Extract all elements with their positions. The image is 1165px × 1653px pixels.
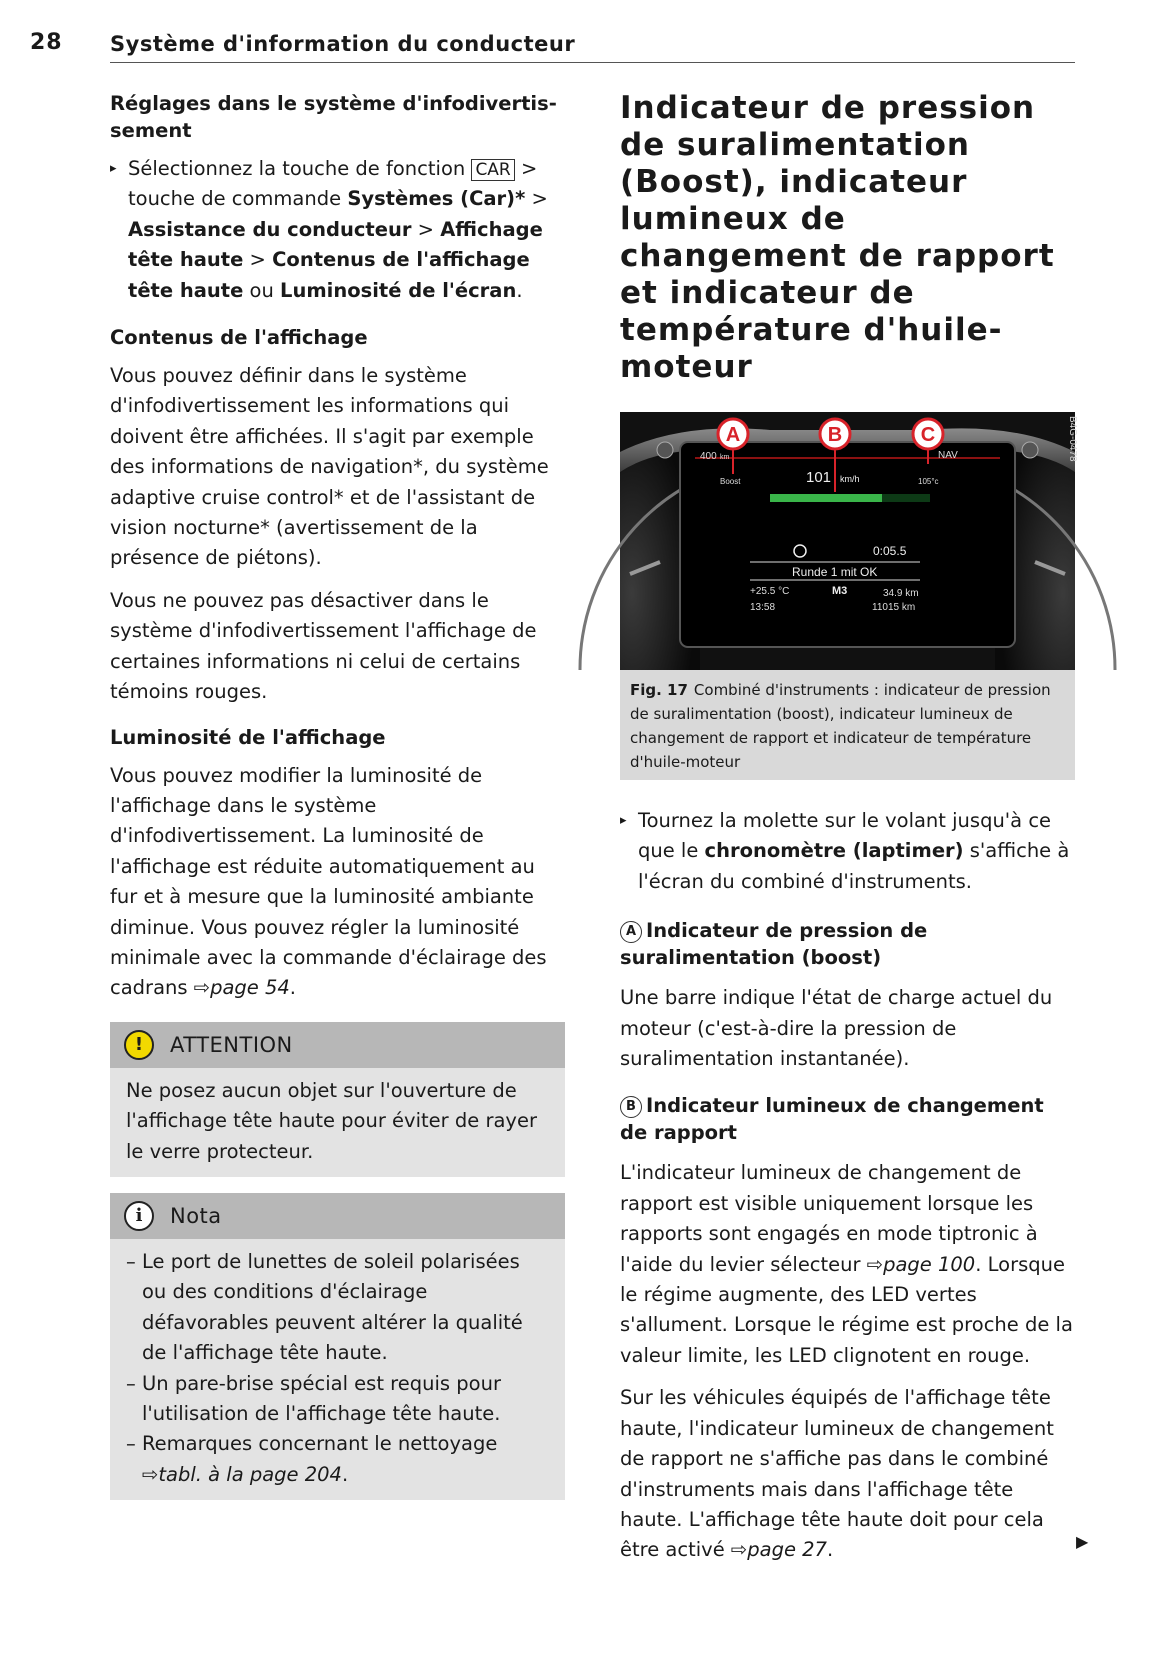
ref-arrow-icon: ⇨ bbox=[142, 1462, 159, 1486]
paragraph: Vous ne pouvez pas désactiver dans le système d'infodivertissement l'affichage de certaines informations ni celui de certains témoins rouges. bbox=[110, 588, 537, 704]
section-title-contents: Contenus de l'affichage bbox=[110, 326, 368, 350]
paragraph: L'indicateur lumineux de changement de rapport est visible uniquement lorsque les rapports sont engagés en mode tiptronic à l'aide du levier sélecteur ⇨page 100. Lorsque le régime augmente, des LED vertes s'allument. Lorsque le régime est proche de la valeur limite, les LED clignotent en rouge. bbox=[620, 1161, 1073, 1367]
page-link[interactable]: page 100 bbox=[883, 1252, 976, 1276]
page-link[interactable]: page 27 bbox=[747, 1538, 827, 1562]
distance-2: 11015 km bbox=[872, 602, 916, 613]
lap-text: Runde 1 mit OK bbox=[792, 565, 878, 579]
paragraph: Une barre indique l'état de charge actuel du moteur (c'est-à-dire la pression de suralimentation instantanée). bbox=[620, 986, 1053, 1071]
running-title: Système d'information du conducteur bbox=[110, 32, 576, 56]
circle-a-icon: A bbox=[620, 921, 642, 943]
table-link[interactable]: tabl. à la page 204 bbox=[158, 1462, 342, 1486]
bullet-triangle-icon: ▸ bbox=[620, 813, 627, 828]
attention-title: ATTENTION bbox=[170, 1032, 293, 1057]
attention-text: Ne posez aucun objet sur l'ouverture de l'affichage tête haute pour éviter de rayer le verre protecteur. bbox=[126, 1078, 537, 1163]
boost-value: 400 bbox=[700, 451, 717, 462]
timer-value: 0:05.5 bbox=[873, 544, 907, 558]
clock: 13:58 bbox=[750, 602, 776, 613]
attention-box bbox=[110, 1022, 565, 1177]
ref-arrow-icon: ⇨ bbox=[193, 976, 211, 1000]
nota-box bbox=[110, 1193, 565, 1500]
page-number: 28 bbox=[30, 30, 63, 55]
distance-1: 34.9 km bbox=[883, 588, 919, 599]
figure bbox=[620, 412, 1078, 780]
instruction-step: ▸ Tournez la molette sur le volant jusqu'à ce que le chronomètre (laptimer) s'affiche à l'écran du combiné d'instruments. bbox=[620, 806, 1075, 897]
info-icon: i bbox=[124, 1201, 154, 1231]
figure-code: B4G-0478 bbox=[1067, 416, 1078, 462]
page-header bbox=[30, 30, 1075, 64]
figure-label: Fig. 17 bbox=[630, 681, 688, 699]
nav-label: NAV bbox=[938, 450, 958, 461]
outside-temp: +25.5 °C bbox=[750, 586, 790, 597]
figure-caption: Fig. 17 Combiné d'instruments : indicateur de pression de suralimentation (boost), indicateur lumineux de changement de rapport et indicateur de température d'huile-moteur bbox=[620, 670, 1075, 780]
marker-b: B bbox=[827, 424, 843, 446]
paragraph: Sur les véhicules équipés de l'affichage tête haute, l'indicateur lumineux de changement de rapport ne s'affiche pas dans le combiné d'instruments mais dans l'affichage tête haute. L'affichage tête haute doit pour cela être activé ⇨page 27. bbox=[620, 1386, 1054, 1562]
left-column bbox=[110, 90, 565, 1516]
circle-b-icon: B bbox=[620, 1096, 642, 1118]
marker-c: C bbox=[920, 424, 936, 446]
section-title-settings: Réglages dans le système d'infodivertis-sement bbox=[110, 92, 557, 142]
oil-temp: 105°c bbox=[918, 477, 939, 486]
paragraph: Vous pouvez définir dans le système d'infodivertissement les informations qui doivent être affichées. Il s'agit par exemple des informations de navigation*, du système adaptive cruise control* et de l'assistant de vision nocturne* (avertissement de la présence de piétons). bbox=[110, 364, 549, 570]
header-rule bbox=[110, 62, 1075, 63]
nota-box-header bbox=[110, 1193, 565, 1239]
ref-arrow-icon: ⇨ bbox=[730, 1538, 748, 1562]
car-key-label: CAR bbox=[471, 159, 514, 181]
main-heading: Indicateur de pression de suralimentation (Boost), indicateur lumineux de changement de rapport et indicateur de température d'huile-moteur bbox=[620, 90, 1055, 385]
next-page-arrow-icon: ▶ bbox=[1076, 1532, 1089, 1551]
warning-icon: ! bbox=[124, 1030, 154, 1060]
ref-arrow-icon: ⇨ bbox=[866, 1252, 884, 1276]
section-title-boost: A Indicateur de pression de suralimentation (boost) bbox=[620, 919, 928, 970]
page-link[interactable]: page 54 bbox=[210, 976, 290, 1000]
gear-indicator: M3 bbox=[832, 585, 848, 597]
speed-unit: km/h bbox=[840, 474, 860, 484]
section-title-shift-light: B Indicateur lumineux de changement de rapport bbox=[620, 1094, 1044, 1145]
attention-box-header bbox=[110, 1022, 565, 1068]
bullet-triangle-icon: ▸ bbox=[110, 161, 117, 176]
instruction-step: ▸ Sélectionnez la touche de fonction CAR > touche de commande Systèmes (Car)* > Assistance du conducteur > Affichage tête haute > Contenus de l'affichage tête haute ou Luminosité de l'écran. bbox=[110, 154, 565, 306]
section-title-brightness: Luminosité de l'affichage bbox=[110, 725, 386, 749]
boost-label: Boost bbox=[720, 477, 741, 486]
list-item: – Remarques concernant le nettoyage ⇨tabl. à la page 204. bbox=[126, 1432, 498, 1486]
paragraph: Vous pouvez modifier la luminosité de l'affichage dans le système d'infodivertissement. La luminosité de l'affichage est réduite automatiquement au fur et à mesure que la luminosité ambiante diminue. Vous pouvez régler la luminosité minimale avec la commande d'éclairage des cadrans ⇨page 54. bbox=[110, 763, 547, 1000]
instrument-cluster-image bbox=[620, 412, 1078, 670]
marker-a: A bbox=[725, 424, 741, 446]
list-item: – Un pare-brise spécial est requis pour l'utilisation de l'affichage tête haute. bbox=[126, 1371, 501, 1425]
right-column bbox=[620, 90, 1078, 1578]
speed-value: 101 bbox=[806, 469, 832, 486]
list-item: – Le port de lunettes de soleil polarisées ou des conditions d'éclairage défavorables peuvent altérer la qualité de l'affichage tête haute. bbox=[126, 1249, 523, 1365]
nota-body bbox=[110, 1239, 565, 1500]
nota-title: Nota bbox=[170, 1203, 222, 1228]
boost-unit: km bbox=[720, 454, 730, 461]
cluster-illustration bbox=[620, 412, 1078, 670]
